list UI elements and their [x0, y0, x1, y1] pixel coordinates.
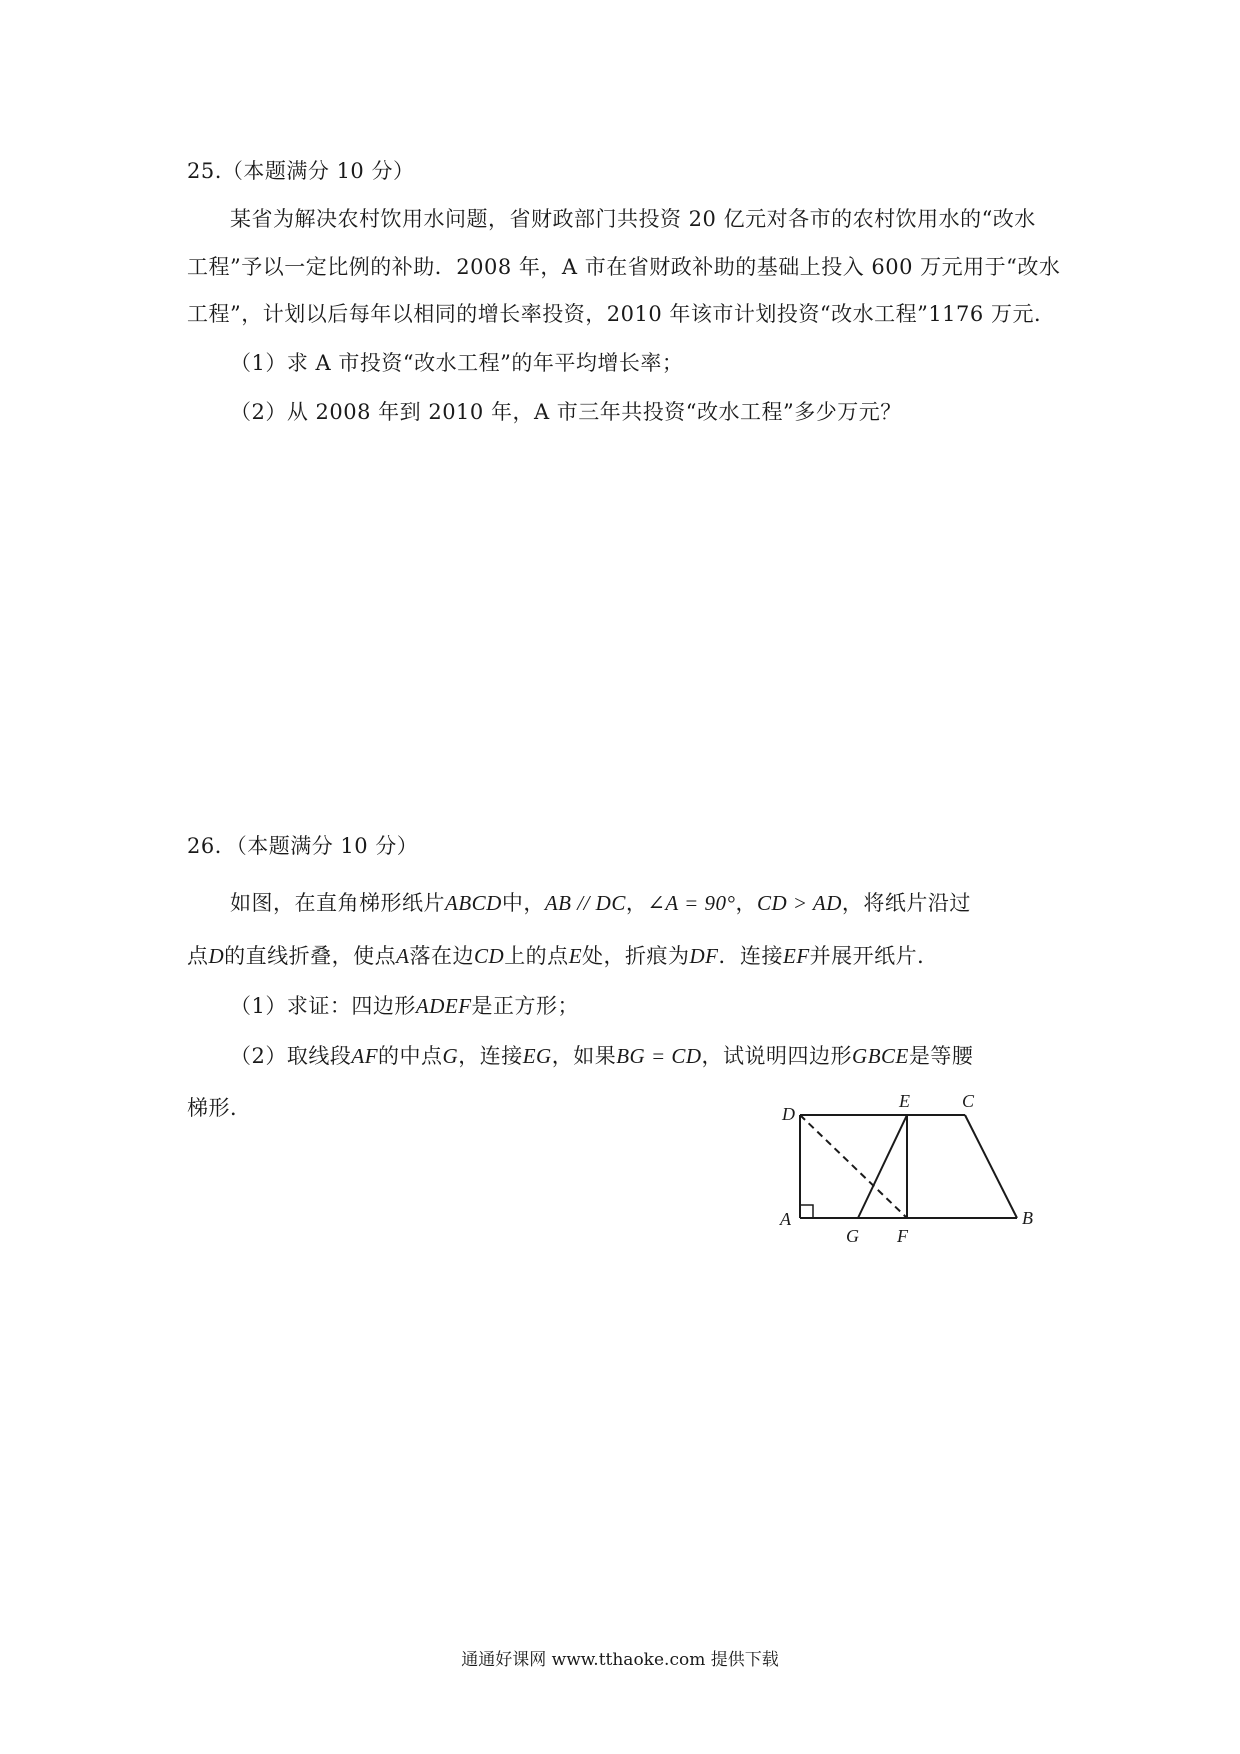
fold-line-DF: [800, 1115, 907, 1218]
q25-part-1: （1）求 A 市投资“改水工程”的年平均增长率；: [230, 351, 684, 375]
footer-credit: 通通好课网 www.tthaoke.com 提供下载: [461, 1650, 779, 1670]
q25-paragraph-line-2: 工程”予以一定比例的补助．2008 年，A 市在省财政补助的基础上投入 600 万元用于“改水: [187, 255, 1061, 279]
segment-EG: [858, 1115, 907, 1218]
label-D: D: [782, 1104, 795, 1124]
q26-paragraph-line-5: 梯形．: [187, 1096, 252, 1120]
label-A: A: [780, 1209, 791, 1229]
q26-heading: 26．（本题满分 10 分）: [187, 834, 419, 858]
q25-paragraph-line-3: 工程”，计划以后每年以相同的增长率投资，2010 年该市计划投资“改水工程”1176 万元．: [187, 302, 1056, 326]
segment-CB: [965, 1115, 1017, 1218]
label-F: F: [897, 1226, 908, 1245]
q26-paragraph-line-2: 点D的直线折叠，使点A落在边CD上的点E处，折痕为DF．连接EF并展开纸片．: [187, 944, 939, 968]
q26-part-2: （2）取线段AF的中点G，连接EG，如果BG = CD，试说明四边形GBCE是等腰: [230, 1044, 974, 1068]
q26-part-1: （1）求证：四边形ADEF是正方形；: [230, 994, 580, 1018]
q25-heading: 25.（本题满分 10 分）: [187, 159, 415, 183]
label-G: G: [846, 1226, 859, 1245]
label-E: E: [899, 1091, 910, 1111]
right-angle-mark: [800, 1205, 813, 1218]
label-C: C: [962, 1091, 975, 1111]
label-B: B: [1022, 1208, 1033, 1228]
q25-part-2: （2）从 2008 年到 2010 年，A 市三年共投资“改水工程”多少万元？: [230, 400, 902, 424]
q26-paragraph-line-1: 如图，在直角梯形纸片ABCD中，AB // DC，∠A = 90°，CD > AD，将纸片沿过: [230, 891, 971, 915]
trapezoid-figure: [770, 1085, 1070, 1245]
q25-paragraph-line-1: 某省为解决农村饮用水问题，省财政部门共投资 20 亿元对各市的农村饮用水的“改水: [230, 207, 1036, 231]
